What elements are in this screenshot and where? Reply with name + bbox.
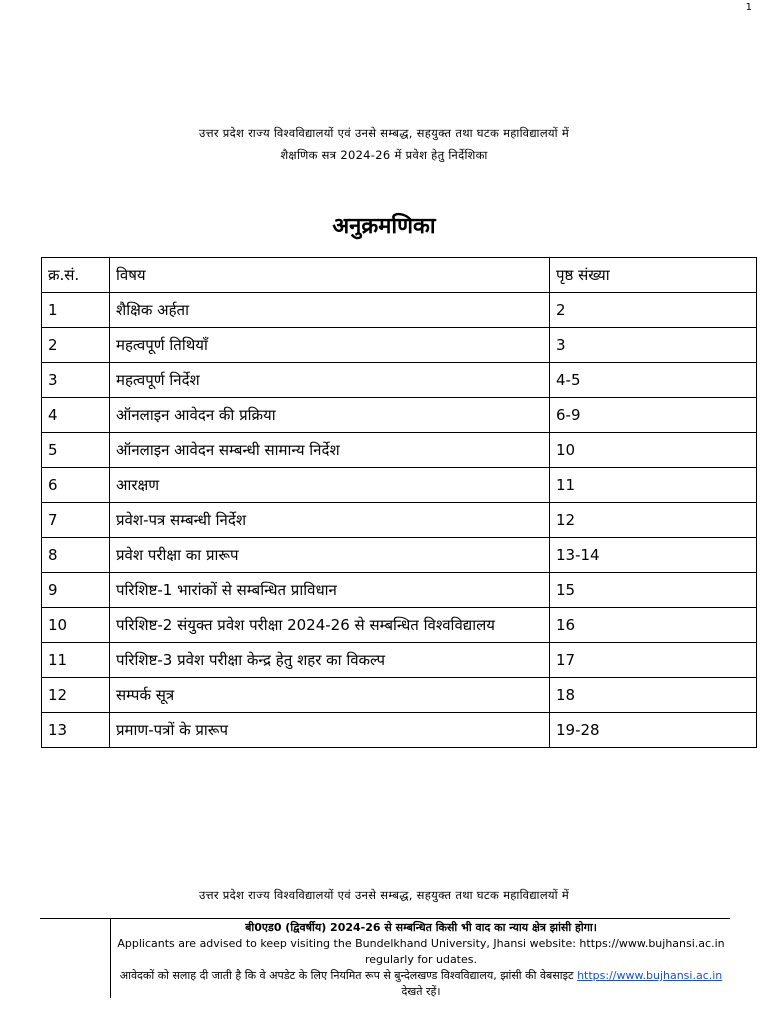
cell-serial: 4 [42, 398, 110, 433]
table-row [42, 713, 757, 748]
cell-serial: 5 [42, 433, 110, 468]
cell-serial: 3 [42, 363, 110, 398]
cell-subject: ऑनलाइन आवेदन सम्बन्धी सामान्य निर्देश [110, 433, 550, 468]
header-line-2: शैक्षणिक सत्र 2024-26 में प्रवेश हेतु निर्देशिका [280, 148, 488, 162]
cell-serial: 9 [42, 573, 110, 608]
cell-page: 13-14 [550, 538, 757, 573]
table-row [42, 538, 757, 573]
table-header-row [42, 258, 757, 293]
cell-serial: 6 [42, 468, 110, 503]
table-row [42, 608, 757, 643]
table-row [42, 433, 757, 468]
english-notice: Applicants are advised to keep visiting the Bundelkhand University, Jhansi website: https://www.bujhansi.ac.in regularly for udates. [117, 937, 725, 966]
table-row [42, 503, 757, 538]
table-row [42, 678, 757, 713]
university-website-link[interactable]: https://www.bujhansi.ac.in [577, 969, 723, 982]
cell-page: 17 [550, 643, 757, 678]
cell-page: 16 [550, 608, 757, 643]
footer-repeat-line: उत्तर प्रदेश राज्य विश्वविद्यालयों एवं उनसे सम्बद्ध, सहयुक्त तथा घटक महाविद्यालयों में [198, 888, 570, 902]
cell-page: 18 [550, 678, 757, 713]
header-serial: क्र.सं. [42, 258, 110, 293]
cell-subject: प्रमाण-पत्रों के प्रारूप [110, 713, 550, 748]
hindi-notice-end: देखते रहें। [401, 985, 441, 998]
cell-subject: ऑनलाइन आवेदन की प्रक्रिया [110, 398, 550, 433]
cell-page: 4-5 [550, 363, 757, 398]
cell-page: 15 [550, 573, 757, 608]
cell-subject: परिशिष्ट-1 भारांकों से सम्बन्धित प्राविधान [110, 573, 550, 608]
page-number: 1 [745, 2, 752, 13]
cell-page: 12 [550, 503, 757, 538]
cell-serial: 11 [42, 643, 110, 678]
cell-subject: शैक्षिक अर्हता [110, 293, 550, 328]
cell-serial: 8 [42, 538, 110, 573]
cell-serial: 10 [42, 608, 110, 643]
cell-serial: 7 [42, 503, 110, 538]
document-header [0, 122, 768, 166]
cell-subject: परिशिष्ट-2 संयुक्त प्रवेश परीक्षा 2024-26 से सम्बन्धित विश्वविद्यालय [110, 608, 550, 643]
table-row [42, 468, 757, 503]
cell-page: 11 [550, 468, 757, 503]
index-table [41, 257, 757, 748]
hindi-notice [115, 968, 727, 1000]
table-row [42, 643, 757, 678]
cell-serial: 12 [42, 678, 110, 713]
table-row [42, 363, 757, 398]
cell-page: 19-28 [550, 713, 757, 748]
cell-subject: महत्वपूर्ण निर्देश [110, 363, 550, 398]
table-row [42, 328, 757, 363]
cell-serial: 2 [42, 328, 110, 363]
cell-serial: 13 [42, 713, 110, 748]
cell-page: 3 [550, 328, 757, 363]
cell-subject: महत्वपूर्ण तिथियाँ [110, 328, 550, 363]
cell-page: 2 [550, 293, 757, 328]
cell-subject: प्रवेश परीक्षा का प्रारूप [110, 538, 550, 573]
cell-subject: परिशिष्ट-3 प्रवेश परीक्षा केन्द्र हेतु शहर का विकल्प [110, 643, 550, 678]
footer-notice [115, 920, 727, 1000]
header-subject: विषय [110, 258, 550, 293]
cell-subject: सम्पर्क सूत्र [110, 678, 550, 713]
hindi-notice-text: आवेदकों को सलाह दी जाती है कि वे अपडेट के लिए नियमित रूप से बुन्देलखण्ड विश्वविद्यालय, झांसी की वेबसाइट [119, 969, 574, 982]
table-row [42, 398, 757, 433]
page-title: अनुक्रमणिका [332, 214, 436, 239]
cell-subject: प्रवेश-पत्र सम्बन्धी निर्देश [110, 503, 550, 538]
footer-vertical-divider [110, 918, 111, 998]
jurisdiction-notice: बी0एड0 (द्विवर्षीय) 2024-26 से सम्बन्धित किसी भी वाद का न्याय क्षेत्र झांसी होगा। [245, 921, 597, 934]
cell-page: 6-9 [550, 398, 757, 433]
cell-subject: आरक्षण [110, 468, 550, 503]
table-row [42, 293, 757, 328]
header-page: पृष्ठ संख्या [550, 258, 757, 293]
footer-divider [40, 918, 730, 919]
table-row [42, 573, 757, 608]
cell-serial: 1 [42, 293, 110, 328]
cell-page: 10 [550, 433, 757, 468]
header-line-1: उत्तर प्रदेश राज्य विश्वविद्यालयों एवं उनसे सम्बद्ध, सहयुक्त तथा घटक महाविद्यालयों में [198, 126, 570, 140]
